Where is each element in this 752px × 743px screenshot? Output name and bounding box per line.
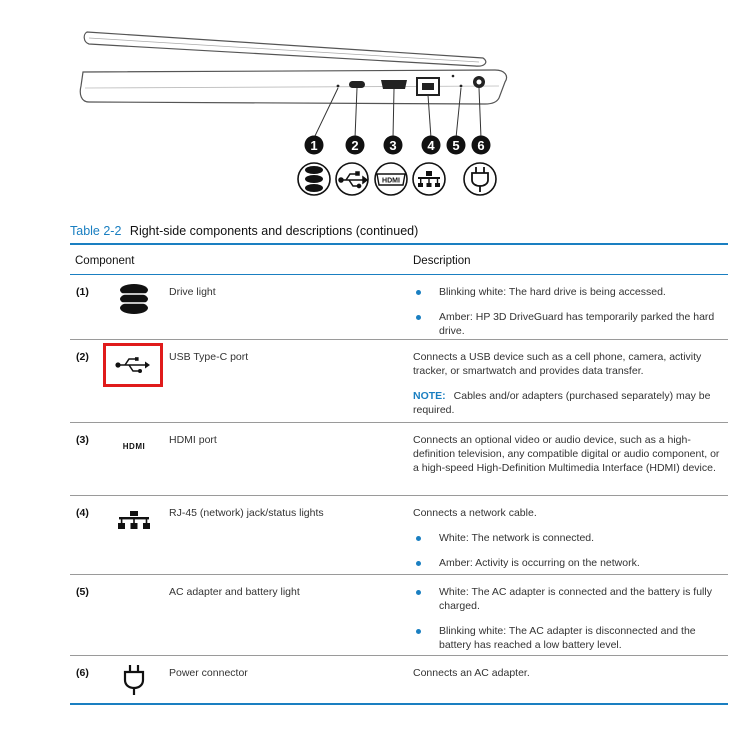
bullet-item: White: The AC adapter is connected and the battery is fully charged.: [413, 585, 723, 613]
network-icon: [106, 500, 162, 540]
table-number: Table 2-2: [70, 224, 122, 238]
description-text: Connects an AC adapter.: [413, 667, 530, 679]
bullet-item: Amber: HP 3D DriveGuard has temporarily parked the hard drive.: [413, 310, 723, 338]
table-title: Right-side components and descriptions (continued): [129, 224, 419, 238]
table-row: [70, 275, 728, 340]
hdmi-icon: HDMI: [122, 442, 146, 451]
callout-2: 2: [351, 138, 359, 153]
bullet-item: Blinking white: The AC adapter is disconnected and the battery has reached a low battery level.: [413, 624, 723, 652]
bullet-item: White: The network is connected.: [413, 531, 723, 545]
header-component: Component: [75, 255, 135, 267]
callout-1: 1: [310, 138, 318, 153]
callout-4: 4: [427, 138, 435, 153]
header-description: Description: [413, 255, 471, 267]
row-index: (4): [76, 507, 89, 519]
component-name: Drive light: [169, 286, 216, 298]
callout-3: 3: [389, 138, 397, 153]
callout-6: 6: [477, 138, 485, 153]
component-name: AC adapter and battery light: [169, 586, 300, 598]
row-index: (1): [76, 286, 89, 298]
table-caption: [70, 224, 418, 238]
row-index: (5): [76, 586, 89, 598]
bullet-item: Blinking white: The hard drive is being accessed.: [413, 285, 723, 299]
note: [413, 389, 723, 417]
component-description: [413, 585, 723, 663]
table-row: [70, 575, 728, 656]
drive-icon: [106, 279, 162, 319]
component-description: [413, 506, 723, 581]
component-name: RJ-45 (network) jack/status lights: [169, 507, 324, 519]
bullet-item: Amber: Activity is occurring on the network.: [413, 556, 723, 570]
table-row: [70, 656, 728, 703]
usb-icon: [106, 346, 160, 384]
table-row: [70, 496, 728, 575]
components-table: [70, 243, 728, 705]
laptop-right-side-figure: [75, 20, 515, 202]
description-text: Connects a network cable.: [413, 507, 537, 519]
table-bottom-rule: [70, 703, 728, 705]
component-name: HDMI port: [169, 434, 217, 446]
note-label: NOTE:: [413, 390, 446, 402]
callout-5: 5: [452, 138, 460, 153]
description-text: Connects a USB device such as a cell phone, camera, activity tracker, or smartwatch and provides data transfer.: [413, 351, 702, 377]
svg-text:HDMI: HDMI: [382, 177, 400, 185]
table-header: [70, 245, 728, 275]
power-icon: [106, 660, 162, 700]
component-description: [413, 350, 723, 428]
note-text: Cables and/or adapters (purchased separately) may be required.: [413, 390, 711, 416]
description-text: Connects an optional video or audio device, such as a high-definition television, any compatible digital or audio component, or a high-speed High-Definition Multimedia Interface (HDMI) device.: [413, 434, 720, 474]
row-index: (2): [76, 351, 89, 363]
table-row: [70, 340, 728, 423]
drive-icon: [305, 166, 323, 192]
row-index: (6): [76, 667, 89, 679]
row-index: (3): [76, 434, 89, 446]
component-name: USB Type-C port: [169, 351, 249, 363]
component-name: Power connector: [169, 667, 248, 679]
component-description: [413, 433, 723, 486]
table-row: [70, 423, 728, 496]
component-description: [413, 666, 723, 691]
